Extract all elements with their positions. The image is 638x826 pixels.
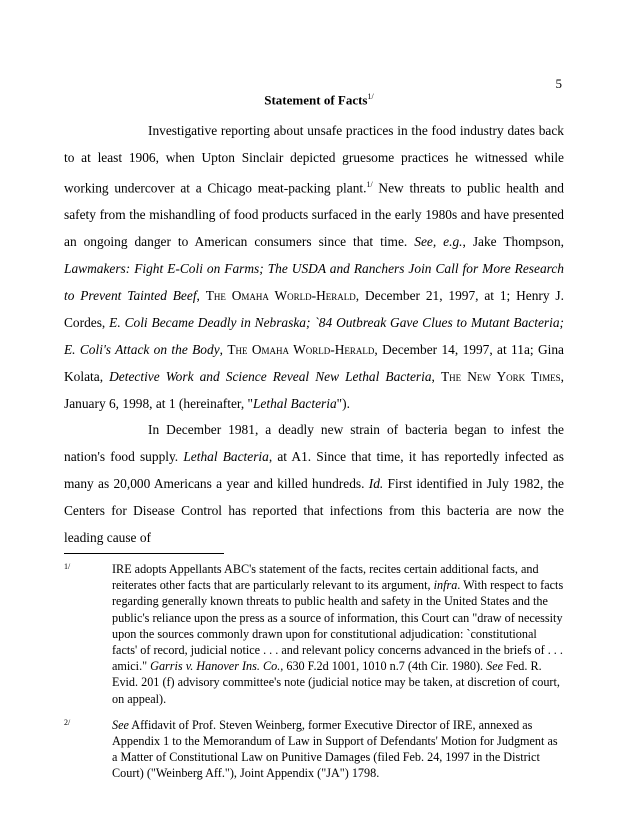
paragraph-2: In December 1981, a deadly new strain of bacteria began to infest the nation's food supply. Lethal Bacteria, at A1. Since that time, it has reportedly infected as many as 20,000 Americans a year and killed hundreds. Id. First identified in July 1982, the Centers for Disease Control has reported that infections from this bacteria are now the leading cause of (64, 422, 565, 546)
page-number: 5 (555, 76, 562, 91)
footnote-mark: 1/ (64, 562, 71, 571)
footnote-text: IRE adopts Appellants ABC's statement of the facts, recites certain additional facts, and reiterates other facts that are particularly relevant to its argument, infra. With respect to facts regarding generally known threats to public health and safety in the United States and the public's reliance upon the press as a source of information, this Court can "draw of necessity upon the sources commonly drawn upon for constitutional adjudication: `constitutional facts' of record, judicial notice . . . and relevant policy concerns advanced in the briefs of . . . amici." Garris v. Hanover Ins. Co., 630 F.2d 1001, 1010 n.7 (4th Cir. 1980). See Fed. R. Evid. 201 (f) advisory committee's note (judicial notice may be taken, at discretion of court, on appeal). (112, 562, 564, 706)
footnote-mark: 2/ (64, 717, 71, 727)
body-text (64, 118, 564, 552)
page-title: Statement of Facts$^{1/}$ (264, 92, 374, 108)
footnote-text: See Affidavit of Prof. Steven Weinberg, former Executive Director of IRE, annexed as Appendix 1 to the Memorandum of Law in Support of Defendants' Motion for Judgment as a Matter of Constitutional Law on Punitive Damages (filed Feb. 24, 1997 in the District Court) ("Weinberg Aff."), Joint Appendix ("JA") 1798. (112, 717, 558, 781)
footnote-ref: 1/ (366, 179, 373, 189)
title-footnote-ref: 1/ (367, 92, 374, 101)
paragraph-1: Investigative reporting about unsafe practices in the food industry dates back to at least 1906, when Upton Sinclair depicted gruesome practices he witnessed while working undercover at a Chicago meat-packing plant.$^{1/}$ New threats to public health and safety from the mishandling of food products surfaced in the early 1980s and have presented an ongoing danger to American consumers since that time. See, e.g., Jake Thompson, Lawmakers: Fight E-Coli on Farms; The USDA and Ranchers Join Call for More Research to Prevent Tainted Beef, The Omaha World-Herald, December 21, 1997, at 1; Henry J. Cordes, E. Coli Became Deadly in Nebraska; `84 Outbreak Gave Clues to Mutant Bacteria; E. Coli's Attack on the Body, The Omaha World-Herald, December 14, 1997, at 11a; Gina Kolata, Detective Work and Science Reveal New Lethal Bacteria, The New York Times, January 6, 1998, at 1 (hereinafter, "Lethal Bacteria"). (64, 123, 565, 411)
footnote-2 (64, 717, 564, 782)
footnote-divider (64, 553, 224, 554)
footnotes (64, 561, 564, 792)
footnote-1 (64, 561, 564, 707)
